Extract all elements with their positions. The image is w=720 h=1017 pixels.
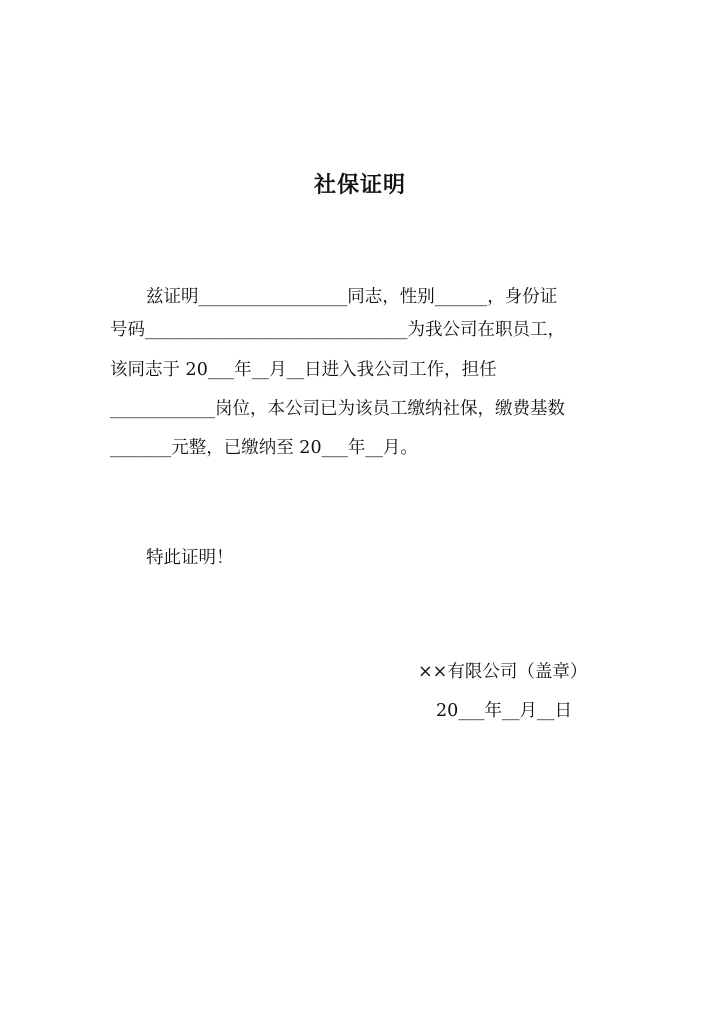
signature-date: 20___年__月__日 bbox=[436, 701, 573, 721]
body-line-1: 兹证明_________________同志，性别______，身份证 bbox=[146, 287, 558, 307]
body-line-5: _______元整，已缴纳至 20___年__月。 bbox=[110, 438, 418, 458]
signature-company: ××有限公司（盖章） bbox=[418, 662, 588, 682]
body-line-3: 该同志于 20___年__月__日进入我公司工作，担任 bbox=[110, 360, 497, 380]
closing-statement: 特此证明！ bbox=[146, 548, 234, 568]
body-line-4: ____________岗位，本公司已为该员工缴纳社保，缴费基数 bbox=[110, 399, 565, 419]
document-title: 社保证明 bbox=[313, 173, 406, 198]
body-line-2: 号码______________________________为我公司在职员工， bbox=[110, 320, 565, 340]
